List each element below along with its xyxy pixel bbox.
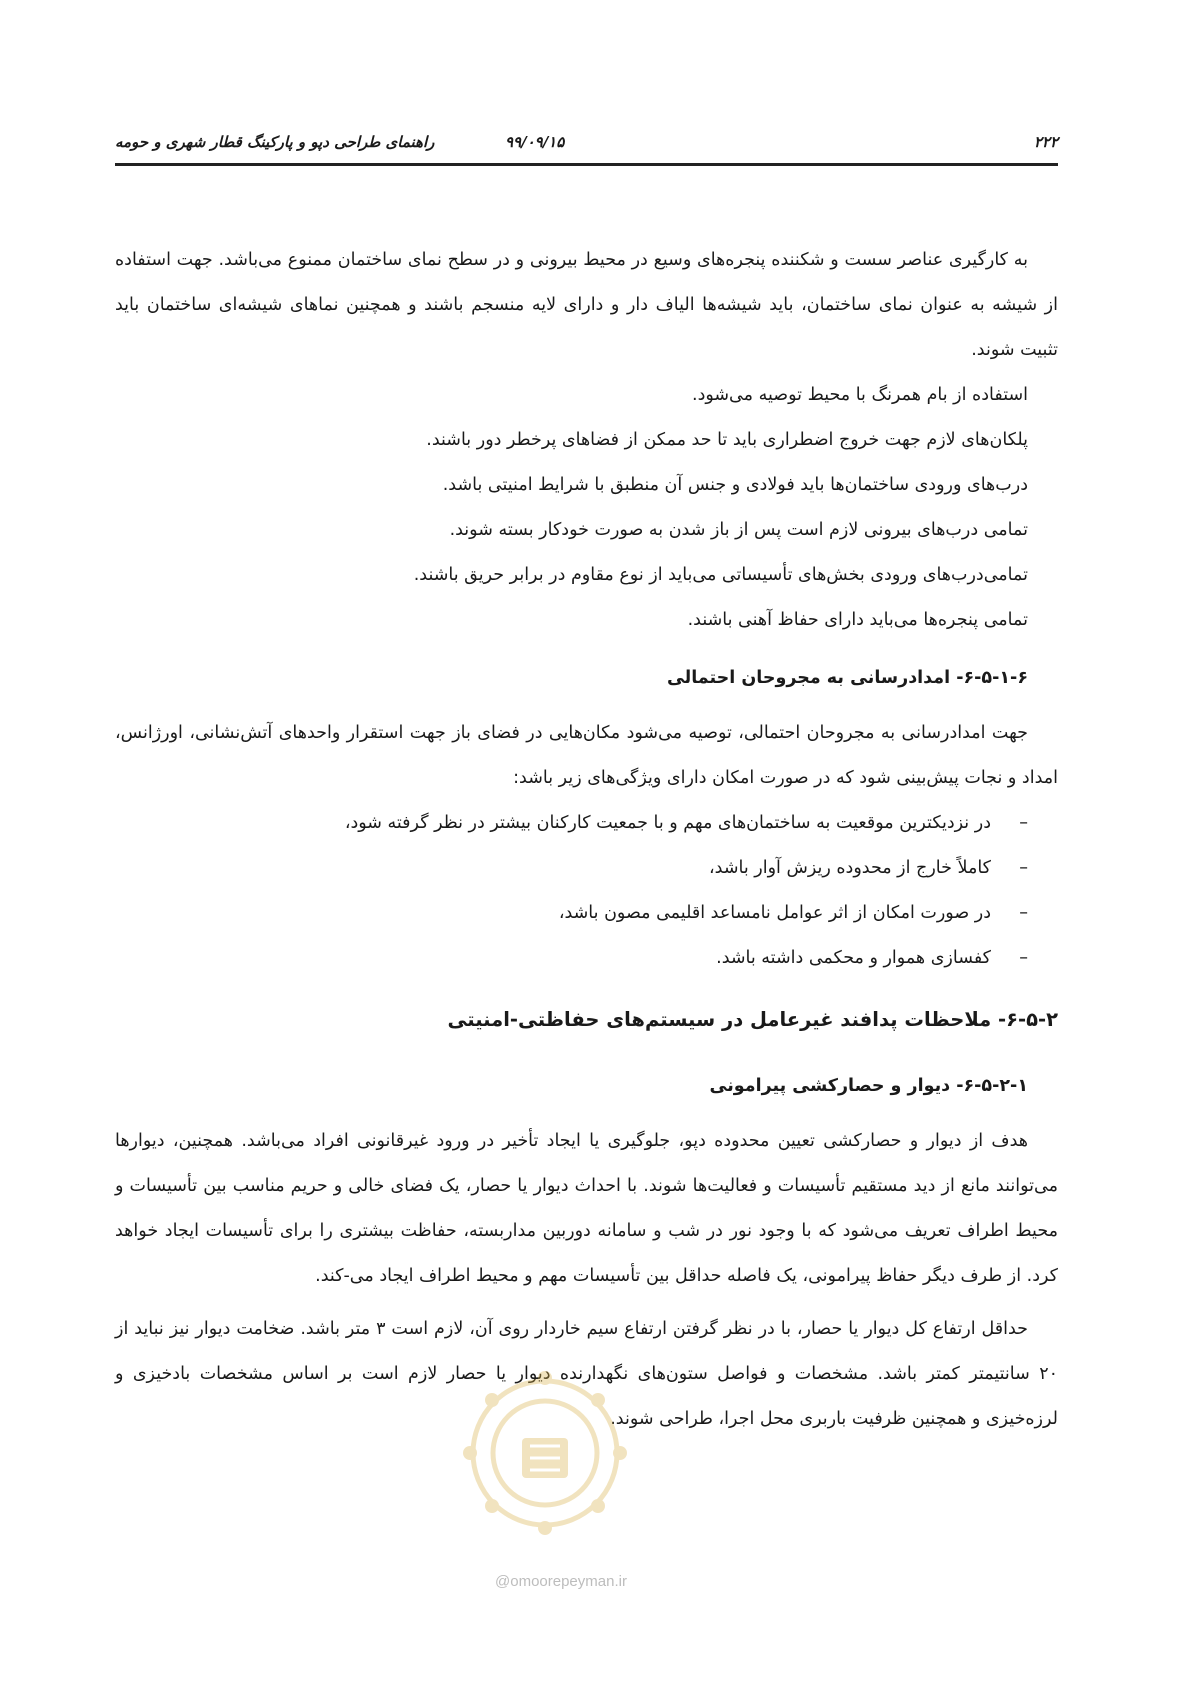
list-item: استفاده از بام همرنگ با محیط توصیه می‌شود. bbox=[692, 385, 1028, 405]
intro-paragraph: به کارگیری عناصر سست و شکننده پنجره‌های وسیع در محیط بیرونی و در سطح نمای ساختمان ممنوع می‌باشد. جهت استفاده از شیشه به عنوان نمای ساختمان، باید شیشه‌ها الیاف دار و دارای لایه منسجم باشند و همچنین نماهای شیشه‌ای ساختمان باید تثبیت شوند. bbox=[115, 250, 1058, 360]
section-paragraph: حداقل ارتفاع کل دیوار یا حصار، با در نظر گرفتن ارتفاع سیم خاردار روی آن، لازم است ۳ متر باشد. ضخامت دیوار نیز نباید از ۲۰ سانتیمتر کمتر باشد. مشخصات و فواصل ستون‌های نگهدارنده دیوار یا حصار لازم است بر اساس مشخصات بادخیزی و لرزه‌خیزی و همچنین ظرفیت باربری محل اجرا، طراحی شوند. bbox=[115, 1319, 1058, 1429]
watermark-seal-icon bbox=[460, 1368, 630, 1538]
page-header bbox=[115, 133, 1058, 163]
section-heading-6-5-2: ۶-۵-۲- ملاحظات پدافند غیرعامل در سیستم‌های حفاظتی-امنیتی bbox=[447, 1008, 1058, 1031]
page-number: ۲۲۲ bbox=[1033, 133, 1058, 151]
page-content bbox=[115, 238, 1058, 1442]
list-item: تمامی پنجره‌ها می‌باید دارای حفاظ آهنی باشند. bbox=[687, 610, 1028, 630]
document-title: راهنمای طراحی دپو و پارکینگ قطار شهری و حومه bbox=[115, 133, 435, 151]
list-item: تمامی درب‌های بیرونی لازم است پس از باز شدن به صورت خودکار بسته شوند. bbox=[449, 520, 1028, 540]
bullet-text: کفسازی هموار و محکمی داشته باشد. bbox=[716, 948, 991, 968]
header-divider bbox=[115, 163, 1058, 166]
dash-marker: – bbox=[1019, 948, 1028, 968]
list-item bbox=[115, 936, 1028, 981]
dash-marker: – bbox=[1019, 813, 1028, 833]
list-item: تمامی‌درب‌های ورودی بخش‌های تأسیساتی می‌باید از نوع مقاوم در برابر حریق باشند. bbox=[413, 565, 1028, 585]
watermark-url: @omoorepeyman.ir bbox=[495, 1573, 627, 1590]
bullet-text: در نزدیکترین موقعیت به ساختمان‌های مهم و با جمعیت کارکنان بیشتر در نظر گرفته شود، bbox=[344, 813, 991, 833]
bullet-text: در صورت امکان از اثر عوامل نامساعد اقلیمی مصون باشد، bbox=[558, 903, 991, 923]
section-heading-6-5-1-6: ۶-۵-۱-۶- امدادرسانی به مجروحان احتمالی bbox=[666, 668, 1028, 688]
section-paragraph: جهت امدادرسانی به مجروحان احتمالی، توصیه می‌شود مکان‌هایی در فضای باز جهت استقرار واحدهای آتش‌نشانی، اورژانس، امداد و نجات پیش‌بینی شود که در صورت امکان دارای ویژگی‌های زیر باشد: bbox=[115, 723, 1058, 788]
header-date: ۹۹/۰۹/۱۵ bbox=[505, 133, 565, 151]
list-item bbox=[115, 846, 1028, 891]
requirements-list bbox=[115, 373, 1058, 643]
feature-bullet-list bbox=[115, 801, 1058, 981]
paragraph-gap bbox=[115, 1299, 1058, 1307]
list-item bbox=[115, 801, 1028, 846]
list-item bbox=[115, 891, 1028, 936]
section-heading-6-5-2-1: ۶-۵-۲-۱- دیوار و حصارکشی پیرامونی bbox=[709, 1076, 1028, 1096]
list-item: پلکان‌های لازم جهت خروج اضطراری باید تا حد ممکن از فضاهای پرخطر دور باشند. bbox=[426, 430, 1028, 450]
dash-marker: – bbox=[1019, 903, 1028, 923]
section-paragraph: هدف از دیوار و حصارکشی تعیین محدوده دپو، جلوگیری یا ایجاد تأخیر در ورود غیرقانونی افراد می‌باشد. همچنین، دیوارها می‌توانند مانع از دید مستقیم تأسیسات و فعالیت‌ها شوند. با احداث دیوار یا حصار، یک فضای خالی و حریم مناسب بین تأسیسات و محیط اطراف تعریف می‌شود که با وجود نور در شب و سامانه دوربین مداربسته، حفاظت بیشتری را برای تأسیسات ایجاد خواهد کرد. از طرف دیگر حفاظ پیرامونی، یک فاصله حداقل بین تأسیسات مهم و محیط اطراف ایجاد می-کند. bbox=[115, 1131, 1058, 1286]
list-item: درب‌های ورودی ساختمان‌ها باید فولادی و جنس آن منطبق با شرایط امنیتی باشد. bbox=[442, 475, 1028, 495]
dash-marker: – bbox=[1019, 858, 1028, 878]
bullet-text: کاملاً خارج از محدوده ریزش آوار باشد، bbox=[709, 858, 991, 878]
